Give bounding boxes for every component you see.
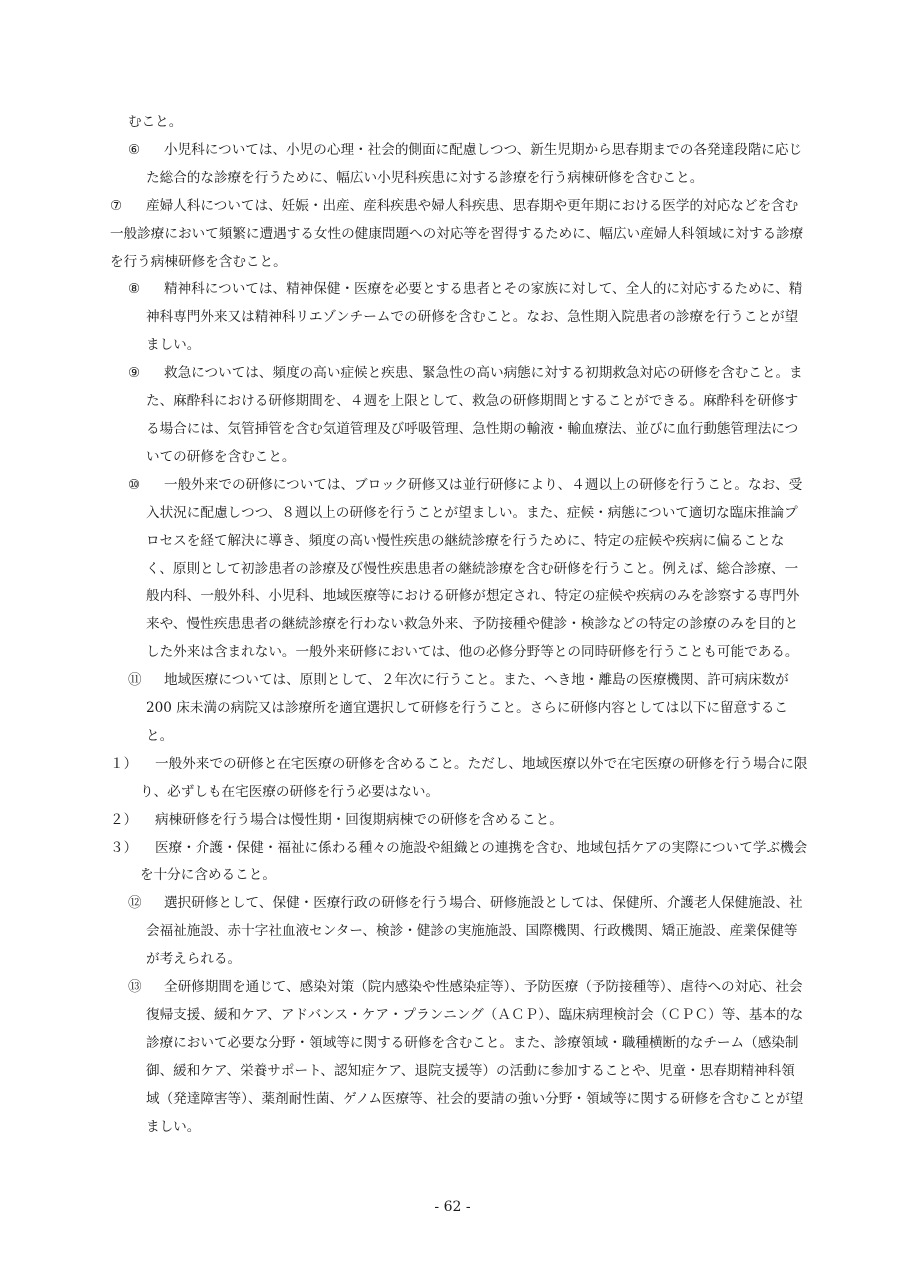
item-number: ⑩: [128, 476, 141, 493]
item-number: ⑧: [128, 281, 141, 298]
item-11: [128, 667, 808, 751]
sub-item-3: [110, 835, 808, 891]
sub-item-text: 病棟研修を行う場合は慢性期・回復期病棟での研修を含めること。: [155, 811, 563, 828]
item-text: 小児科については、小児の心理・社会的側面に配慮しつつ、新生児期から思春期までの各発達段階に応じた総合的な診療を行うために、幅広い小児科疾患に対する診療を行う病棟研修を含むこと。: [146, 141, 803, 186]
item-text: 選択研修として、保健・医療行政の研修を行う場合、研修施設としては、保健所、介護老人保健施設、社会福祉施設、赤十字社血液センター、検診・健診の実施施設、国際機関、行政機関、矯正施設、産業保健等が考えられる。: [146, 895, 803, 968]
item-8: [128, 276, 808, 360]
continued-text: むこと。: [128, 114, 183, 130]
item-number: ⑪: [128, 672, 142, 689]
item-text: 産婦人科については、妊娠・出産、産科疾患や婦人科疾患、思春期や更年期における医学的対応などを含む一般診療において頻繁に遭遇する女性の健康問題への対応等を習得するために、幅広い産婦人科領域に対する診療を行う病棟研修を含むこと。: [110, 197, 804, 270]
item-number: ⑨: [128, 365, 141, 382]
item-9: [128, 360, 808, 472]
item-text: 地域医療については、原則として、２年次に行うこと。また、へき地・離島の医療機関、許可病床数が 200 床未満の病院又は診療所を適宜選択して研修を行うこと。さらに研修内容としては以下に留意すること。: [146, 672, 789, 744]
item-13: [128, 974, 808, 1141]
document-body: [110, 109, 808, 1142]
item-6: [128, 137, 808, 193]
sub-item-text: 医療・介護・保健・福祉に係わる種々の施設や組織との連携を含む、地域包括ケアの実際について学ぶ機会を十分に含めること。: [140, 839, 808, 884]
sub-item-number: ３）: [110, 839, 138, 856]
item-12: [128, 890, 808, 974]
item-text: 救急については、頻度の高い症候と疾患、緊急性の高い病態に対する初期救急対応の研修を含むこと。また、麻酔科における研修期間を、４週を上限として、救急の研修期間とすることができる。麻酔科を研修する場合には、気管挿管を含む気道管理及び呼吸管理、急性期の輸液・輸血療法、並びに血行動態管理法についての研修を含むこと。: [146, 365, 803, 465]
sub-item-1: [110, 751, 808, 807]
sub-item-number: １）: [110, 755, 138, 772]
page-number: - 62 -: [434, 1199, 471, 1215]
item-number: ⑥: [128, 141, 141, 158]
sub-item-number: ２）: [110, 811, 138, 828]
item-text: 精神科については、精神保健・医療を必要とする患者とその家族に対して、全人的に対応するために、精神科専門外来又は精神科リエゾンチームでの研修を含むこと。なお、急性期入院患者の診療を行うことが望ましい。: [146, 281, 803, 354]
item-number: ⑦: [110, 197, 123, 214]
sub-item-2: [110, 807, 808, 835]
item-10: [128, 472, 808, 667]
item-text: 全研修期間を通じて、感染対策（院内感染や性感染症等）、予防医療（予防接種等）、虐待への対応、社会復帰支援、緩和ケア、アドバンス・ケア・プランニング（ＡＣＰ）、臨床病理検討会（ＣＰＣ）等、基本的な診療において必要な分野・領域等に関する研修を含むこと。また、診療領域・職種横断的なチーム（感染制御、緩和ケア、栄養サポート、認知症ケア、退院支援等）の活動に参加することや、児童・思春期精神科領域（発達障害等）、薬剤耐性菌、ゲノム医療等、社会的要請の強い分野・領域等に関する研修を含むことが望ましい。: [146, 979, 804, 1135]
item-text: 一般外来での研修については、ブロック研修又は並行研修により、４週以上の研修を行うこと。なお、受入状況に配慮しつつ、８週以上の研修を行うことが望ましい。また、症候・病態について適切な臨床推論プロセスを経て解決に導き、頻度の高い慢性疾患の継続診療を行うために、特定の症候や疾病に偏ることなく、原則として初診患者の診療及び慢性疾患患者の継続診療を含む研修を行うこと。例えば、総合診療、一般内科、一般外科、小児科、地域医療等における研修が想定され、特定の症候や疾病のみを診察する専門外来や、慢性疾患患者の継続診療を行わない救急外来、予防接種や健診・検診などの特定の診療のみを目的とした外来は含まれない。一般外来研修においては、他の必修分野等との同時研修を行うことも可能である。: [146, 476, 803, 661]
sub-item-text: 一般外来での研修と在宅医療の研修を含めること。ただし、地域医療以外で在宅医療の研修を行う場合に限り、必ずしも在宅医療の研修を行う必要はない。: [140, 755, 808, 800]
item-7: [110, 193, 808, 277]
item-number: ⑫: [128, 895, 142, 912]
item-number: ⑬: [128, 979, 142, 996]
